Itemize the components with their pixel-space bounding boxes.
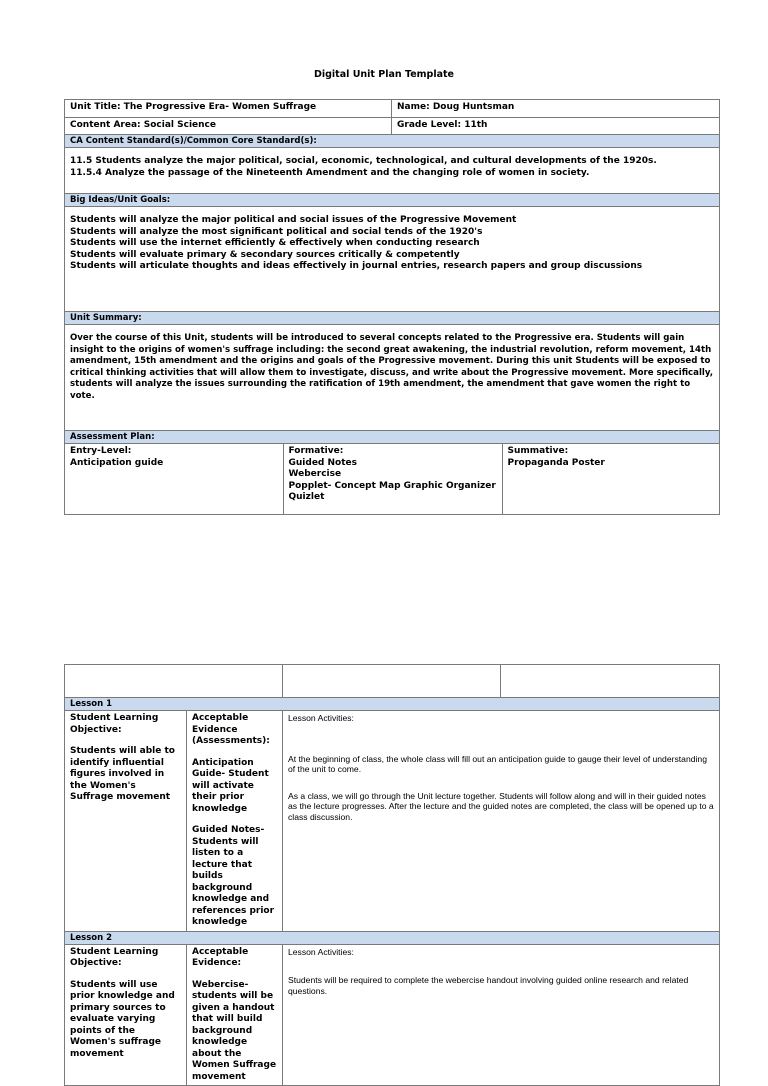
- entry-level-cell: [65, 444, 283, 514]
- summative-label: Summative:: [507, 446, 569, 456]
- goal-line: Students will articulate thoughts and ideas effectively in journal entries, research papers and group discussions: [70, 261, 643, 271]
- lesson2-evidence-cell: [187, 944, 283, 1086]
- lesson1-evidence-cell: [187, 711, 283, 932]
- activities-label: Lesson Activities:: [288, 713, 354, 723]
- objective-text: Students will able to identify influential figures involved in the Women's Suffrage movement: [70, 746, 175, 802]
- name-cell: Name: Doug Huntsman: [392, 100, 720, 118]
- assessment-label: Assessment Plan:: [65, 431, 720, 444]
- lesson1-objective-cell: [65, 711, 187, 932]
- summative-cell: [502, 444, 720, 514]
- evidence-text: Anticipation Guide- Student will activate their prior knowledge: [192, 757, 269, 814]
- assessment-row: [65, 444, 720, 515]
- standards-content: [65, 148, 720, 194]
- goal-line: Students will evaluate primary & secondary sources critically & competently: [70, 249, 460, 260]
- goal-line: Students will use the internet efficiently & effectively when conducting research: [70, 238, 480, 248]
- evidence-text: Webercise- students will be given a handout that will build background knowledge about the Women Suffrage movement: [192, 979, 277, 1082]
- formative-item: Popplet- Concept Map Graphic Organizer: [288, 480, 496, 491]
- activity-text: Students will be required to complete the webercise handout involving guided online research and related questions.: [288, 975, 689, 996]
- blank-header-cell: [501, 665, 720, 698]
- grade-level-cell: Grade Level: 11th: [392, 118, 720, 135]
- formative-item: Guided Notes: [288, 457, 357, 468]
- objective-label: Student Learning Objective:: [70, 713, 159, 735]
- summary-label: Unit Summary:: [65, 312, 720, 325]
- entry-item: Anticipation guide: [70, 457, 164, 468]
- lesson1-activities-cell: [283, 711, 720, 932]
- objective-text: Students will use prior knowledge and primary sources to evaluate varying points of the Women's suffrage movement: [70, 979, 175, 1059]
- evidence-label: Acceptable Evidence:: [192, 946, 249, 968]
- standard-line: 11.5 Students analyze the major political, social, economic, technological, and cultural developments of the 1920s.: [70, 156, 657, 166]
- blank-header-cell: [283, 665, 501, 698]
- objective-label: Student Learning Objective:: [70, 946, 159, 968]
- blank-header-cell: [65, 665, 283, 698]
- activity-text: As a class, we will go through the Unit lecture together. Students will follow along and will in their guided notes as the lecture progresses. After the lecture and the guided notes are completed, the class will be opened up to a class discussion.: [288, 790, 714, 822]
- summary-text: Over the course of this Unit, students will be introduced to several concepts related to the Progressive era. Students will gain insight to the origins of women's suffrage including: the second great awakening, the industrial revolution, reform movement, 14th amendment, 15th amendment and the origins and goals of the Progressive movement. During this unit Students will be exposed to critical thinking activities that will allow them to investigate, discuss, and write about the Progressive movement. More specifically, students will analyze the issues surrounding the ratification of 19th amendment, the amendment that gave women the right to vote.: [65, 325, 720, 431]
- goal-line: Students will analyze the most significant political and social tends of the 1920's: [70, 226, 483, 237]
- big-ideas-label: Big Ideas/Unit Goals:: [65, 194, 720, 207]
- summative-item: Propaganda Poster: [507, 457, 605, 468]
- evidence-text: Guided Notes- Students will listen to a lecture that builds background knowledge and references prior knowledge: [192, 825, 275, 927]
- evidence-label: Acceptable Evidence (Assessments):: [192, 713, 270, 746]
- unit-title-cell: Unit Title: The Progressive Era- Women Suffrage: [65, 100, 392, 118]
- content-area-cell: Content Area: Social Science: [65, 118, 392, 135]
- lesson2-label: Lesson 2: [65, 931, 720, 944]
- document-title: Digital Unit Plan Template: [313, 69, 454, 80]
- big-ideas-content: [65, 207, 720, 312]
- lessons-table: [64, 664, 720, 1086]
- activities-label: Lesson Activities:: [288, 946, 354, 957]
- standards-label: CA Content Standard(s)/Common Core Standard(s):: [65, 135, 720, 148]
- formative-cell: [283, 444, 502, 514]
- lesson2-activities-cell: [283, 944, 720, 1086]
- standard-line: 11.5.4 Analyze the passage of the Nineteenth Amendment and the changing role of women in society.: [70, 167, 590, 178]
- lesson1-label: Lesson 1: [65, 698, 720, 711]
- goal-line: Students will analyze the major political and social issues of the Progressive Movement: [70, 215, 517, 225]
- formative-label: Formative:: [288, 446, 344, 456]
- formative-item: Quizlet: [288, 492, 325, 502]
- assessment-grid: [65, 444, 720, 514]
- activity-text: At the beginning of class, the whole class will fill out an anticipation guide to gauge their level of understanding of the unit to come.: [288, 753, 707, 774]
- lessons-table-wrap: [64, 664, 720, 1082]
- entry-level-label: Entry-Level:: [70, 446, 132, 456]
- unit-plan-table: [64, 99, 720, 515]
- formative-item: Webercise: [288, 469, 342, 479]
- lesson2-objective-cell: [65, 944, 187, 1086]
